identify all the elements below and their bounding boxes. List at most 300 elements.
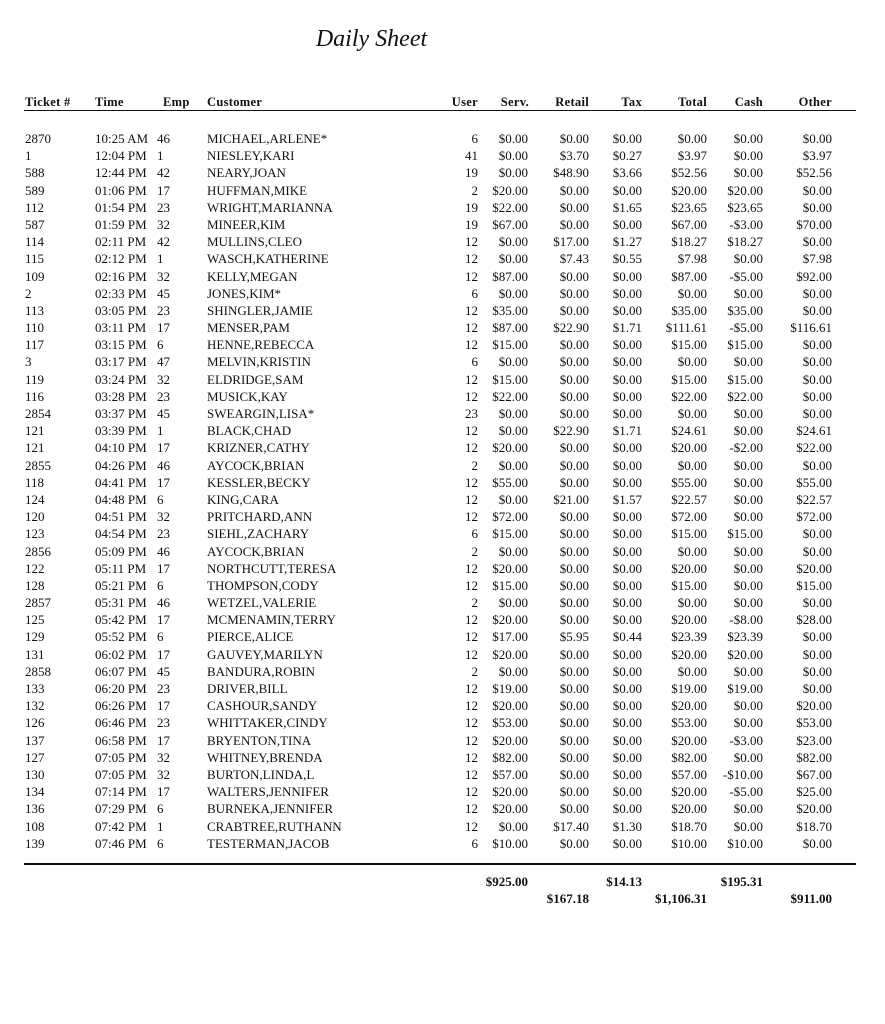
retail-cell: $17.00 [553,234,589,250]
total-cell: $55.00 [671,474,707,490]
total-cell: $82.00 [671,749,707,765]
retail-cell: $0.00 [559,302,589,318]
customer-cell: MINEER,KIM [207,216,286,232]
ticket-cell: 131 [25,646,45,662]
time-cell: 07:46 PM [95,835,147,851]
other-cell: $0.00 [802,388,832,404]
serv-cell: $87.00 [492,268,528,284]
table-row [0,732,885,749]
cash-cell: $0.00 [733,354,763,370]
tax-cell: $0.00 [612,440,642,456]
customer-cell: THOMPSON,CODY [207,577,319,593]
total-cell: $0.00 [677,457,707,473]
emp-cell: 42 [157,234,170,250]
customer-cell: ELDRIDGE,SAM [207,371,304,387]
user-cell: 2 [471,663,478,679]
retail-cell: $0.00 [559,766,589,782]
cash-cell: $0.00 [733,165,763,181]
emp-cell: 6 [157,629,164,645]
ticket-cell: 116 [25,388,45,404]
retail-cell: $21.00 [553,491,589,507]
ticket-cell: 126 [25,715,45,731]
cash-cell: $0.00 [733,698,763,714]
total-cell: $18.27 [671,234,707,250]
ticket-cell: 113 [25,302,45,318]
customer-cell: MENSER,PAM [207,320,290,336]
total-cell: $23.39 [671,629,707,645]
time-cell: 03:24 PM [95,371,147,387]
total-cell: $15.00 [671,337,707,353]
tax-cell: $0.00 [612,216,642,232]
tax-cell: $0.00 [612,784,642,800]
header-time: Time [95,95,124,109]
table-row [0,405,885,422]
table-row [0,233,885,250]
emp-cell: 17 [157,612,170,628]
other-cell: $28.00 [796,612,832,628]
tax-cell: $1.27 [612,234,642,250]
cash-cell: $19.00 [727,681,763,696]
emp-cell: 17 [157,784,170,800]
serv-cell: $20.00 [492,440,528,456]
other-cell: $0.00 [802,406,832,421]
emp-cell: 47 [157,354,170,370]
customer-cell: MICHAEL,ARLENE* [207,131,328,146]
tax-cell: $1.71 [612,423,642,439]
emp-cell: 42 [157,165,170,181]
serv-cell: $19.00 [492,681,528,696]
user-cell: 12 [465,732,478,748]
customer-cell: CASHOUR,SANDY [207,698,318,714]
total-cell: $0.00 [677,595,707,611]
user-cell: 6 [471,835,478,851]
header-serv: Serv. [500,95,529,109]
other-cell: $55.00 [796,474,832,490]
total-cell: $15.00 [671,526,707,542]
total-cell: $20.00 [671,612,707,628]
tax-cell: $1.65 [612,199,642,215]
serv-cell: $20.00 [492,698,528,714]
other-cell: $20.00 [796,560,832,576]
table-row [0,164,885,181]
retail-cell: $0.00 [559,646,589,662]
table-row [0,336,885,353]
total-cell: $20.00 [671,784,707,800]
tax-cell: $0.44 [612,629,642,645]
tax-cell: $0.00 [612,715,642,731]
other-cell: $0.00 [802,663,832,679]
serv-cell: $20.00 [492,560,528,576]
other-cell: $15.00 [796,577,832,593]
serv-cell: $0.00 [498,818,528,834]
total-cell: $0.00 [677,285,707,301]
time-cell: 01:54 PM [95,199,147,215]
total-cell: $10.00 [671,835,707,851]
tax-cell: $0.00 [612,663,642,679]
tax-cell: $0.00 [612,612,642,628]
time-cell: 05:31 PM [95,595,147,611]
total-cell: $57.00 [671,766,707,782]
ticket-cell: 139 [25,835,45,851]
user-cell: 12 [465,509,478,525]
customer-cell: TESTERMAN,JACOB [207,835,330,851]
ticket-cell: 112 [25,199,45,215]
retail-cell: $0.00 [559,681,589,696]
time-cell: 05:11 PM [95,560,147,576]
ticket-cell: 117 [25,337,45,353]
retail-cell: $0.00 [559,216,589,232]
cash-cell: $20.00 [727,182,763,198]
table-row [0,422,885,439]
ticket-cell: 2858 [25,663,51,679]
ticket-cell: 2855 [25,457,51,473]
user-cell: 19 [465,199,478,215]
retail-cell: $0.00 [559,595,589,611]
user-cell: 12 [465,715,478,731]
ticket-cell: 129 [25,629,45,645]
user-cell: 12 [465,423,478,439]
serv-cell: $20.00 [492,801,528,817]
serv-cell: $67.00 [492,216,528,232]
time-cell: 07:42 PM [95,818,147,834]
user-cell: 12 [465,320,478,336]
other-cell: $0.00 [802,629,832,645]
retail-cell: $0.00 [559,509,589,525]
table-row [0,697,885,714]
ticket-cell: 2856 [25,543,51,559]
table-row [0,766,885,783]
emp-cell: 1 [157,423,164,439]
customer-cell: WASCH,KATHERINE [207,251,329,267]
customer-cell: HENNE,REBECCA [207,337,315,353]
table-row [0,525,885,542]
header-emp: Emp [163,95,190,109]
time-cell: 03:15 PM [95,337,147,353]
cash-cell: -$8.00 [729,612,763,628]
header-ticket: Ticket # [25,95,71,109]
other-cell: $3.97 [802,148,832,164]
table-row [0,560,885,577]
total-tax: $14.13 [606,874,642,889]
table-row [0,250,885,267]
user-cell: 6 [471,131,478,146]
total-cell: $23.65 [671,199,707,215]
total-cell: $67.00 [671,216,707,232]
other-cell: $22.00 [796,440,832,456]
serv-cell: $22.00 [492,388,528,404]
total-cell: $15.00 [671,577,707,593]
retail-cell: $0.00 [559,543,589,559]
cash-cell: $23.39 [727,629,763,645]
cash-cell: $15.00 [727,371,763,387]
time-cell: 06:46 PM [95,715,147,731]
time-cell: 07:29 PM [95,801,147,817]
retail-cell: $0.00 [559,371,589,387]
other-cell: $0.00 [802,526,832,542]
ticket-cell: 124 [25,491,45,507]
customer-cell: SIEHL,ZACHARY [207,526,310,542]
time-cell: 03:28 PM [95,388,147,404]
user-cell: 6 [471,354,478,370]
retail-cell: $0.00 [559,526,589,542]
cash-cell: $0.00 [733,491,763,507]
ticket-cell: 119 [25,371,45,387]
other-cell: $0.00 [802,302,832,318]
table-row [0,680,885,697]
retail-cell: $0.00 [559,715,589,731]
total-cell: $20.00 [671,732,707,748]
time-cell: 06:58 PM [95,732,147,748]
table-row [0,646,885,663]
user-cell: 12 [465,749,478,765]
user-cell: 2 [471,543,478,559]
emp-cell: 46 [157,595,170,611]
table-row [0,371,885,388]
cash-cell: $0.00 [733,595,763,611]
ticket-cell: 130 [25,766,45,782]
user-cell: 6 [471,526,478,542]
customer-cell: KESSLER,BECKY [207,474,311,490]
customer-cell: SWEARGIN,LISA* [207,406,315,421]
time-cell: 12:04 PM [95,148,147,164]
ticket-cell: 134 [25,784,45,800]
tax-cell: $0.00 [612,474,642,490]
serv-cell: $0.00 [498,165,528,181]
tax-cell: $0.00 [612,526,642,542]
tax-cell: $0.00 [612,268,642,284]
emp-cell: 6 [157,577,164,593]
ticket-cell: 589 [25,182,45,198]
other-cell: $0.00 [802,354,832,370]
ticket-cell: 587 [25,216,45,232]
total-cell: $111.61 [665,320,707,336]
other-cell: $116.61 [790,320,832,336]
retail-cell: $5.95 [559,629,589,645]
cash-cell: $22.00 [727,388,763,404]
cash-cell: $0.00 [733,406,763,421]
user-cell: 12 [465,612,478,628]
customer-cell: MUSICK,KAY [207,388,288,404]
time-cell: 04:26 PM [95,457,147,473]
customer-cell: WHITTAKER,CINDY [207,715,328,731]
user-cell: 12 [465,251,478,267]
tax-cell: $1.30 [612,818,642,834]
other-cell: $0.00 [802,457,832,473]
serv-cell: $10.00 [492,835,528,851]
retail-cell: $0.00 [559,131,589,146]
cash-cell: $0.00 [733,543,763,559]
customer-cell: JONES,KIM* [207,285,282,301]
user-cell: 12 [465,440,478,456]
retail-cell: $0.00 [559,199,589,215]
user-cell: 12 [465,337,478,353]
tax-cell: $0.00 [612,371,642,387]
cash-cell: -$10.00 [722,766,763,782]
other-cell: $0.00 [802,234,832,250]
ticket-cell: 121 [25,440,45,456]
total-cell: $20.00 [671,560,707,576]
emp-cell: 6 [157,491,164,507]
cash-cell: $0.00 [733,715,763,731]
serv-cell: $53.00 [492,715,528,731]
serv-cell: $0.00 [498,663,528,679]
emp-cell: 45 [157,285,170,301]
cash-cell: $0.00 [733,423,763,439]
customer-cell: KING,CARA [207,491,279,507]
retail-cell: $0.00 [559,440,589,456]
ticket-cell: 2854 [25,406,51,421]
emp-cell: 45 [157,406,170,421]
total-cell: $7.98 [677,251,707,267]
ticket-cell: 128 [25,577,45,593]
cash-cell: -$5.00 [729,784,763,800]
total-total: $1,106.31 [655,891,707,906]
tax-cell: $0.55 [612,251,642,267]
emp-cell: 23 [157,199,170,215]
emp-cell: 46 [157,543,170,559]
table-row [0,663,885,680]
customer-cell: MCMENAMIN,TERRY [207,612,336,628]
user-cell: 12 [465,698,478,714]
table-row [0,388,885,405]
customer-cell: WHITNEY,BRENDA [207,749,323,765]
cash-cell: $10.00 [727,835,763,851]
other-cell: $24.61 [796,423,832,439]
total-cell: $20.00 [671,440,707,456]
time-cell: 06:20 PM [95,681,147,696]
time-cell: 02:16 PM [95,268,147,284]
other-cell: $0.00 [802,835,832,851]
cash-cell: -$5.00 [729,268,763,284]
ticket-cell: 115 [25,251,45,267]
serv-cell: $87.00 [492,320,528,336]
table-row [0,577,885,594]
other-cell: $52.56 [796,165,832,181]
emp-cell: 23 [157,302,170,318]
total-cell: $0.00 [677,354,707,370]
retail-cell: $0.00 [559,835,589,851]
table-row [0,818,885,835]
serv-cell: $22.00 [492,199,528,215]
total-other: $911.00 [790,891,832,906]
retail-cell: $0.00 [559,474,589,490]
serv-cell: $20.00 [492,182,528,198]
tax-cell: $0.00 [612,646,642,662]
total-cell: $0.00 [677,131,707,146]
time-cell: 12:44 PM [95,165,147,181]
ticket-cell: 121 [25,423,45,439]
table-row [0,491,885,508]
table-row [0,285,885,302]
user-cell: 2 [471,182,478,198]
table-row [0,508,885,525]
user-cell: 41 [465,148,478,164]
ticket-cell: 118 [25,474,45,490]
time-cell: 05:21 PM [95,577,147,593]
time-cell: 05:52 PM [95,629,147,645]
ticket-cell: 1 [25,148,32,164]
time-cell: 02:12 PM [95,251,147,267]
emp-cell: 23 [157,388,170,404]
retail-cell: $0.00 [559,577,589,593]
tax-cell: $1.71 [612,320,642,336]
other-cell: $20.00 [796,801,832,817]
tax-cell: $0.00 [612,285,642,301]
serv-cell: $57.00 [492,766,528,782]
customer-cell: KELLY,MEGAN [207,268,298,284]
cash-cell: $0.00 [733,663,763,679]
cash-cell: $0.00 [733,251,763,267]
time-cell: 04:54 PM [95,526,147,542]
user-cell: 19 [465,165,478,181]
emp-cell: 32 [157,749,170,765]
serv-cell: $72.00 [492,509,528,525]
user-cell: 23 [465,406,478,421]
header-user: User [451,95,478,109]
time-cell: 05:09 PM [95,543,147,559]
user-cell: 12 [465,629,478,645]
customer-cell: NORTHCUTT,TERESA [207,560,337,576]
total-cell: $18.70 [671,818,707,834]
tax-cell: $0.00 [612,302,642,318]
other-cell: $22.57 [796,491,832,507]
table-row [0,714,885,731]
other-cell: $0.00 [802,543,832,559]
table-row [0,800,885,817]
header-tax: Tax [621,95,642,109]
serv-cell: $15.00 [492,577,528,593]
other-cell: $92.00 [796,268,832,284]
user-cell: 12 [465,371,478,387]
customer-cell: CRABTREE,RUTHANN [207,818,342,834]
user-cell: 12 [465,491,478,507]
total-cell: $53.00 [671,715,707,731]
other-cell: $0.00 [802,285,832,301]
time-cell: 06:26 PM [95,698,147,714]
ticket-cell: 122 [25,560,45,576]
emp-cell: 32 [157,766,170,782]
totals-divider [24,863,856,865]
emp-cell: 6 [157,801,164,817]
user-cell: 12 [465,302,478,318]
time-cell: 04:48 PM [95,491,147,507]
customer-cell: GAUVEY,MARILYN [207,646,323,662]
serv-cell: $0.00 [498,423,528,439]
emp-cell: 23 [157,526,170,542]
customer-cell: SHINGLER,JAMIE [207,302,313,318]
emp-cell: 6 [157,835,164,851]
total-cell: $20.00 [671,698,707,714]
table-row [0,749,885,766]
user-cell: 12 [465,801,478,817]
retail-cell: $22.90 [553,320,589,336]
serv-cell: $20.00 [492,612,528,628]
other-cell: $20.00 [796,698,832,714]
time-cell: 06:02 PM [95,646,147,662]
time-cell: 04:10 PM [95,440,147,456]
serv-cell: $82.00 [492,749,528,765]
total-cell: $0.00 [677,543,707,559]
cash-cell: $0.00 [733,285,763,301]
serv-cell: $55.00 [492,474,528,490]
customer-cell: AYCOCK,BRIAN [207,543,305,559]
cash-cell: $0.00 [733,131,763,146]
ticket-cell: 110 [25,320,45,336]
total-cell: $72.00 [671,509,707,525]
time-cell: 03:37 PM [95,406,147,421]
customer-cell: MULLINS,CLEO [207,234,302,250]
ticket-cell: 108 [25,818,45,834]
